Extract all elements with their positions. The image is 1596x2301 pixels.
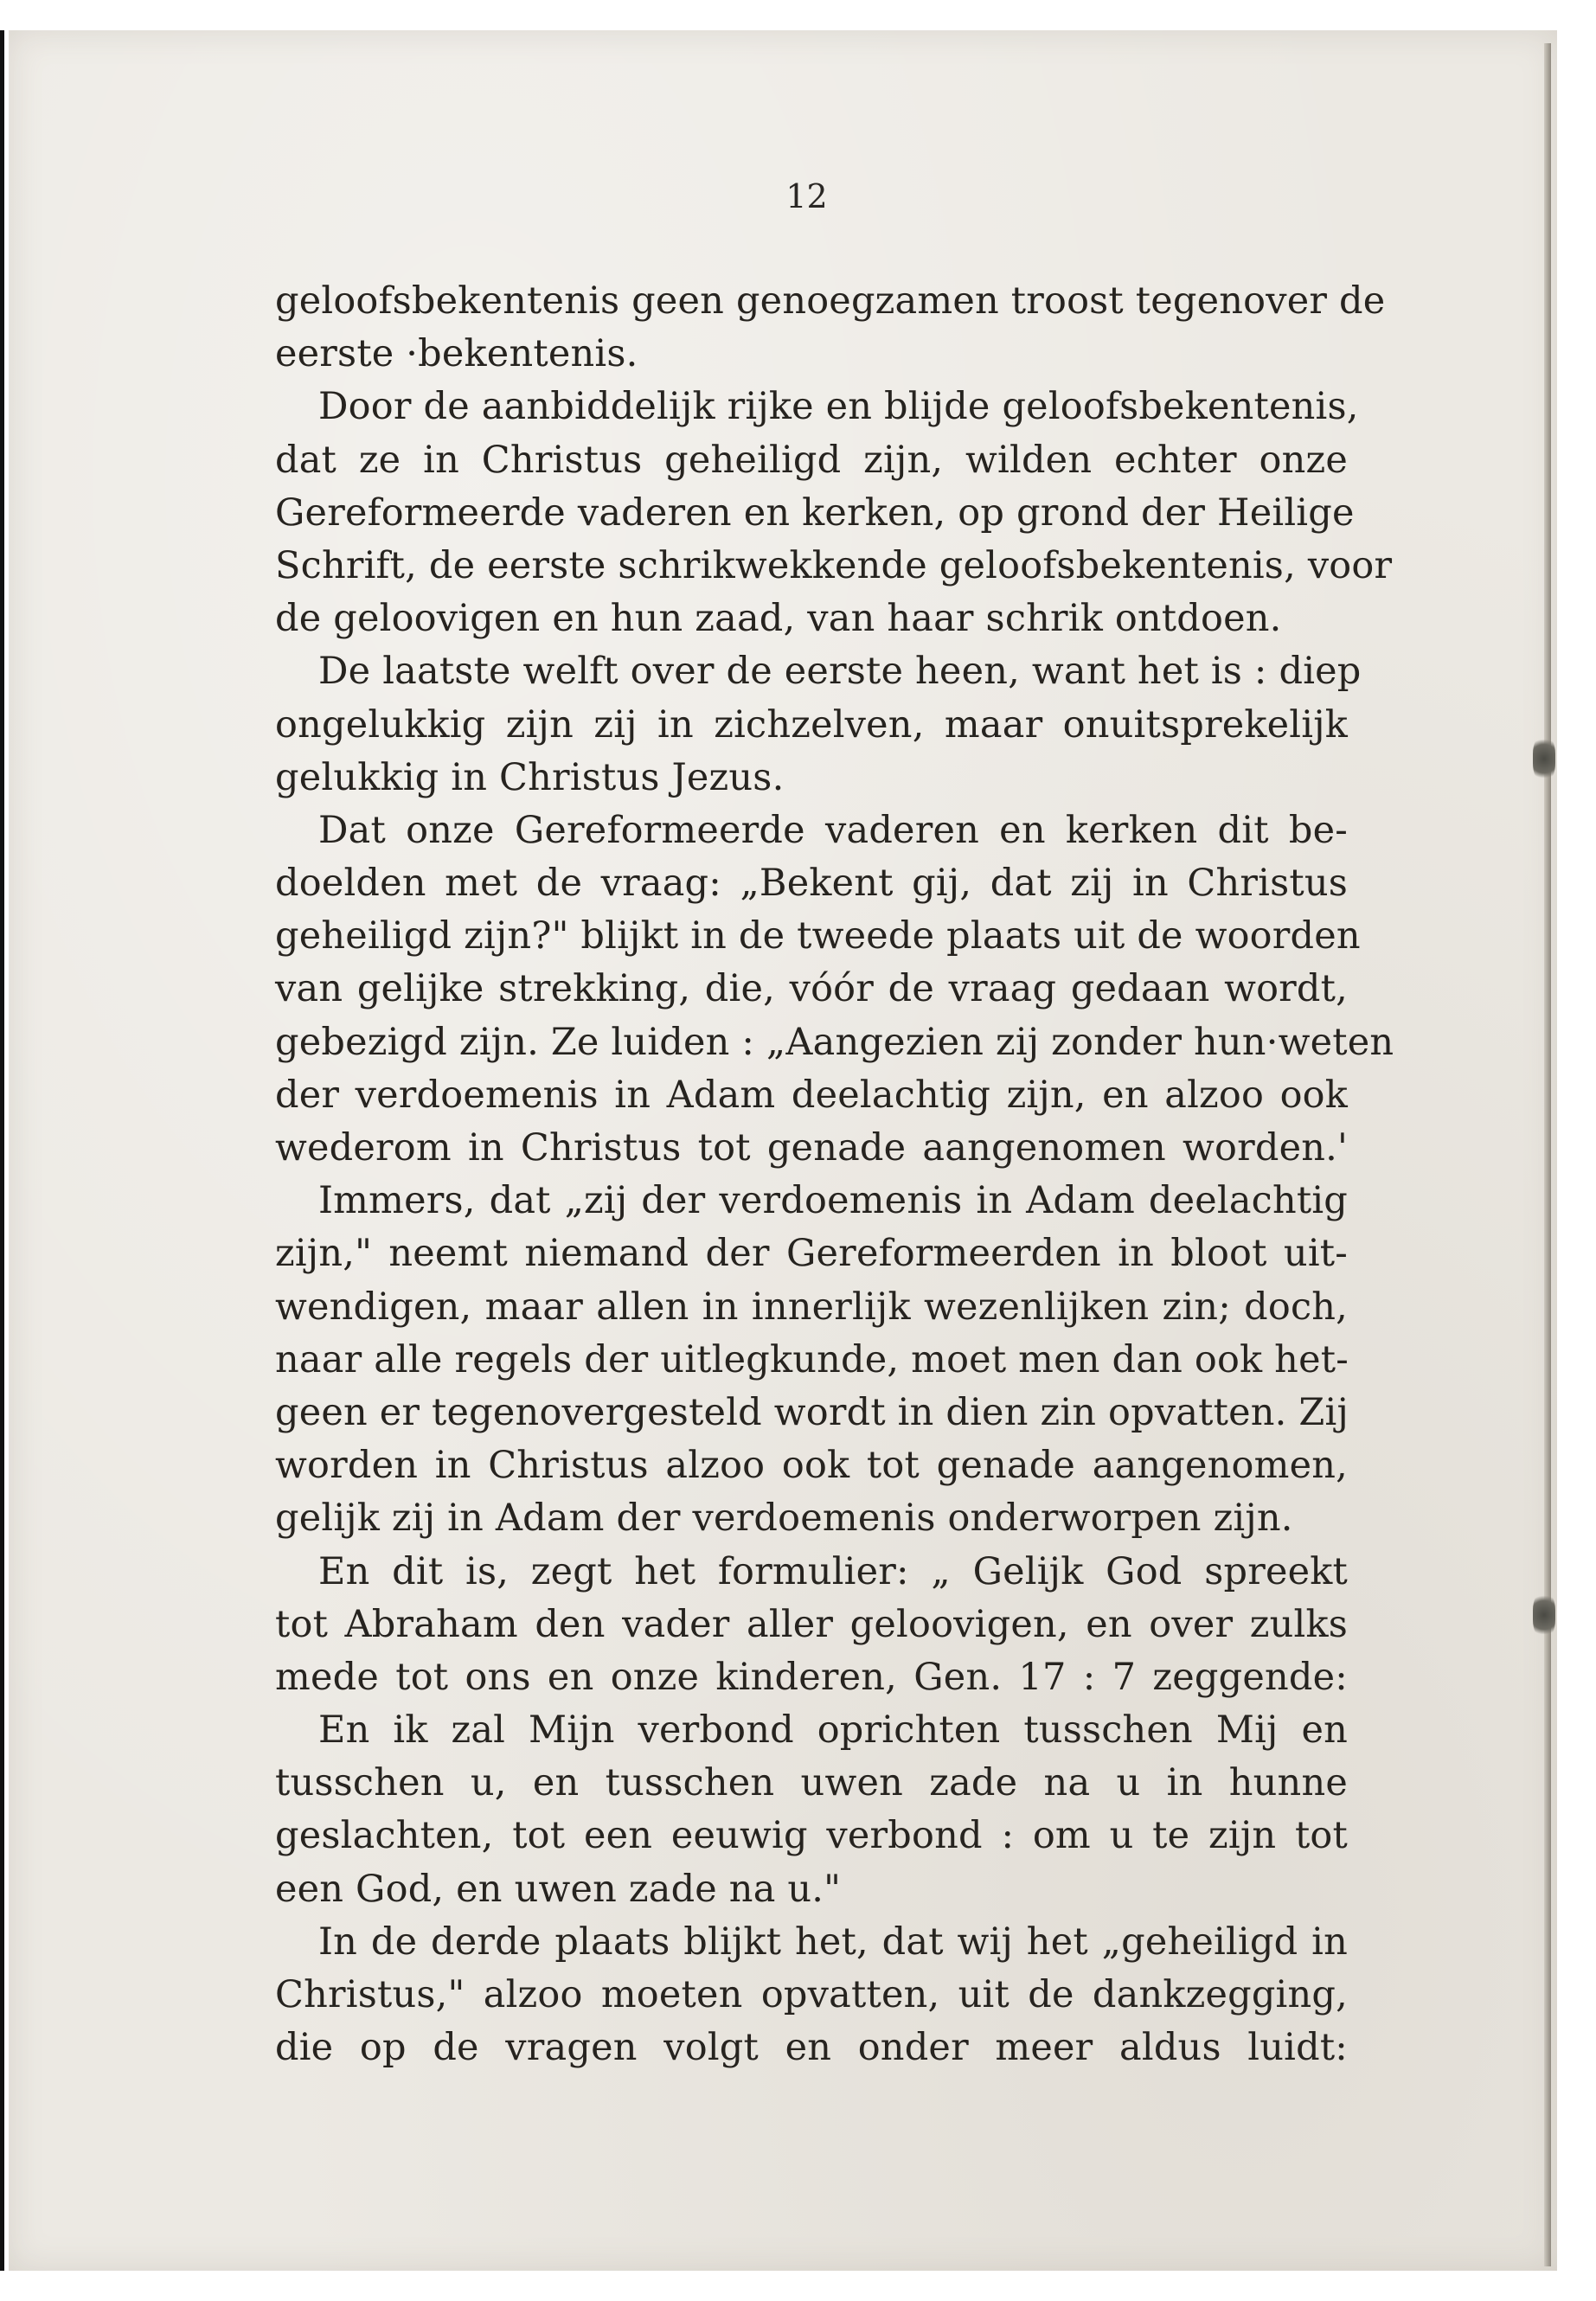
text-line: Gereformeerde vaderen en kerken, op grond der Heilige [275,490,1355,535]
text-line: zijn," neemt niemand der Gereformeerden in bloot uit- [275,1232,1348,1276]
text-line: doelden met de vraag: „Bekent gij, dat zij in Christus [275,862,1348,906]
text-line: geen er tegenovergesteld wordt in dien zin opvatten. Zij [275,1390,1349,1434]
page-number: 12 [785,177,828,215]
text-line: van gelijke strekking, die, vóór de vraag gedaan wordt, [275,967,1348,1011]
text-line: En dit is, zegt het formulier: „ Gelijk God spreekt [318,1549,1348,1593]
text-line: Immers, dat „zij der verdoemenis in Adam deelachtig [318,1179,1348,1223]
text-line: der verdoemenis in Adam deelachtig zijn, en alzoo ook [275,1073,1348,1117]
binding-thread-mark [1533,1592,1555,1638]
text-line: eerste ·bekentenis. [275,332,638,376]
text-line: geheiligd zijn?" blijkt in de tweede plaats uit de woorden [275,914,1361,958]
text-line: Door de aanbiddelijk rijke en blijde geloofsbekentenis, [318,385,1359,429]
text-line: Dat onze Gereformeerde vaderen en kerken dit be- [318,808,1348,852]
text-line: En ik zal Mijn verbond oprichten tusschen Mij en [318,1708,1348,1753]
text-line: wederom in Christus tot genade aangenomen worden.' [275,1126,1348,1170]
text-line: Christus," alzoo moeten opvatten, uit de dankzegging, [275,1973,1348,2016]
binding-thread-mark [1533,735,1555,782]
text-line: wendigen, maar allen in innerlijk wezenlijken zin; doch, [275,1285,1348,1329]
text-line: geslachten, tot een eeuwig verbond : om u te zijn tot [275,1814,1348,1858]
text-line: gelukkig in Christus Jezus. [275,755,785,799]
text-line: de geloovigen en hun zaad, van haar schrik ontdoen. [275,597,1282,641]
text-line: Schrift, de eerste schrikwekkende geloofsbekentenis, voor [275,543,1393,587]
text-line: gelijk zij in Adam der verdoemenis onderworpen zijn. [275,1497,1293,1541]
text-line: tusschen u, en tusschen uwen zade na u in hunne [275,1761,1348,1805]
text-line: tot Abraham den vader aller geloovigen, en over zulks [275,1602,1348,1646]
text-line: die op de vragen volgt en onder meer aldus luidt: [275,2026,1348,2070]
page-left-edge [0,30,4,2271]
page-binding-edge [1544,43,1551,2266]
text-line: naar alle regels der uitlegkunde, moet men dan ook het- [275,1337,1349,1381]
text-line: In de derde plaats blijkt het, dat wij het „geheiligd in [318,1920,1348,1964]
text-line: geloofsbekentenis geen genoegzamen troost tegenover de [275,279,1386,323]
text-line: De laatste welft over de eerste heen, want het is : diep [318,650,1362,694]
text-line: ongelukkig zijn zij in zichzelven, maar onuitsprekelijk [275,702,1348,747]
text-line: een God, en uwen zade na u." [275,1867,842,1911]
text-line: dat ze in Christus geheiligd zijn, wilden echter onze [275,438,1348,482]
text-line: mede tot ons en onze kinderen, Gen. 17 : 7 zeggende: [275,1655,1348,1699]
text-line: gebezigd zijn. Ze luiden : „Aangezien zij zonder hun·weten [275,1020,1394,1064]
text-line: worden in Christus alzoo ook tot genade aangenomen, [275,1444,1348,1488]
body-text [275,275,1394,2074]
